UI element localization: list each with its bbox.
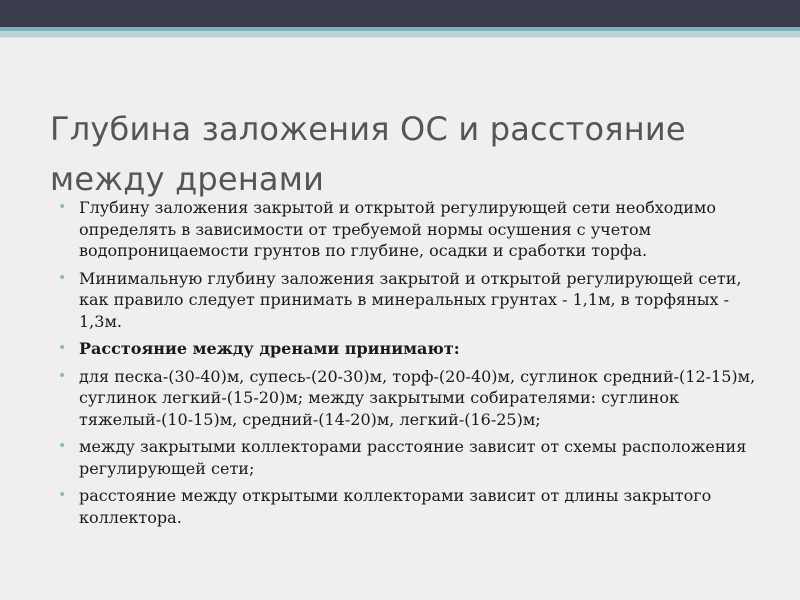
- bullet-item-3: [58, 338, 758, 360]
- header-band-line: [0, 37, 800, 38]
- bullet-list: [58, 197, 758, 534]
- bullet-item-6: [58, 485, 758, 528]
- bullet-dot-icon: •: [58, 487, 67, 503]
- bullet-dot-icon: •: [58, 438, 67, 454]
- bullet-dot-icon: •: [58, 367, 67, 384]
- header-band-dark: [0, 0, 800, 27]
- bullet-text: для песка-(30-40)м, супесь-(20-30)м, торф-(20-40)м, суглинок средний-(12-15)м, суглинок легкий-(15-20)м; между закрытыми собирателями: суглинок тяжелый-(10-15)м, средний-(14-20)м, легкий-(16-25)м;: [79, 366, 756, 429]
- bullet-dot-icon: •: [58, 269, 67, 286]
- slide-title: Глубина заложения ОС и расстояние между дренами: [50, 110, 686, 198]
- bullet-text: расстояние между открытыми коллекторами зависит от длины закрытого коллектора.: [79, 486, 712, 527]
- bullet-item-4: [58, 366, 758, 431]
- bullet-item-1: [58, 197, 758, 262]
- bullet-text: Глубину заложения закрытой и открытой регулирующей сети необходимо определять в зависимости от требуемой нормы осушения с учетом водопроницаемости грунтов по глубине, осадки и сработки торфа.: [79, 198, 717, 260]
- bullet-text: между закрытыми коллекторами расстояние зависит от схемы расположения регулирующей сети;: [79, 437, 747, 478]
- bullet-text: Минимальную глубину заложения закрытой и открытой регулирующей сети, как правило следует принимать в минеральных грунтах - 1,1м, в торфяных - 1,3м.: [79, 268, 742, 331]
- bullet-dot-icon: •: [58, 340, 67, 356]
- bullet-dot-icon: •: [58, 199, 67, 215]
- bullet-text: Расстояние между дренами принимают:: [79, 339, 460, 358]
- bullet-item-5: [58, 436, 758, 479]
- bullet-item-2: [58, 268, 758, 333]
